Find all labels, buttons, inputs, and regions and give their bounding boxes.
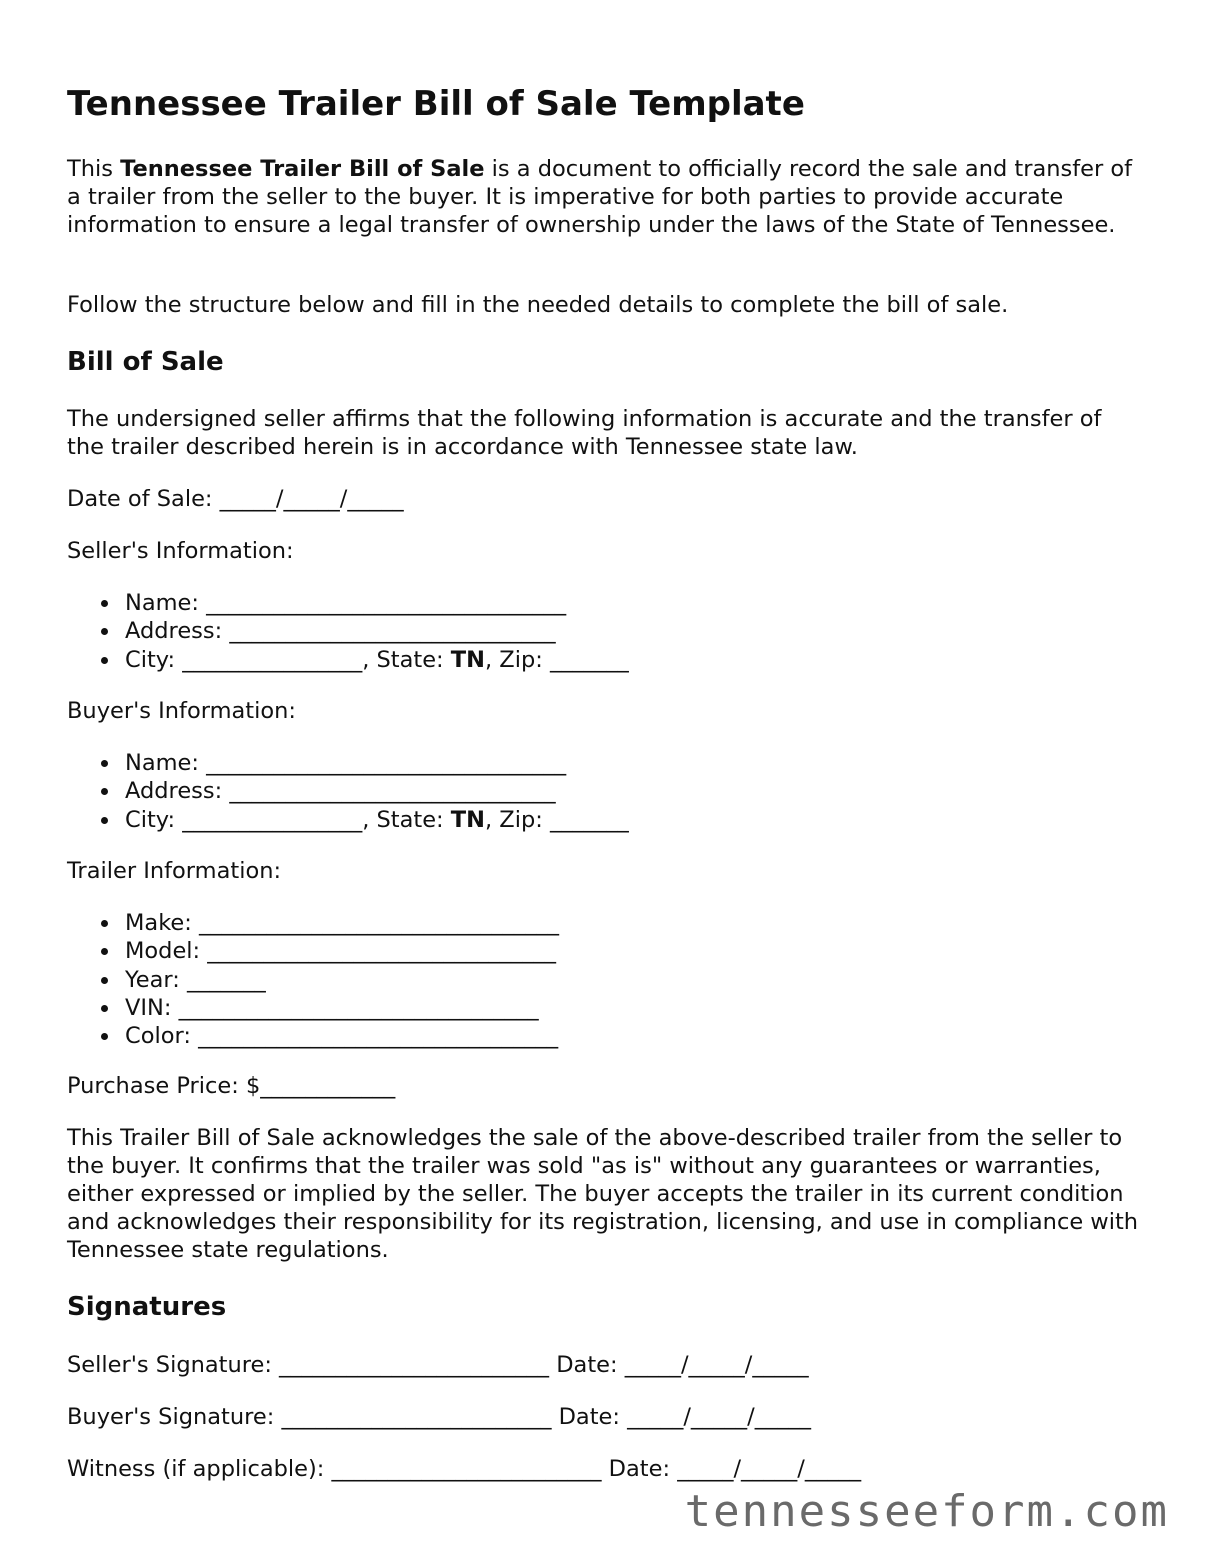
seller-city-state-zip-field[interactable] <box>67 646 629 674</box>
trailer-vin-field[interactable]: VIN: ________________________________ <box>67 994 559 1022</box>
trailer-make-field[interactable]: Make: ________________________________ <box>67 909 559 937</box>
seller-state-value: TN <box>450 646 485 673</box>
site-watermark: tennesseeform.com <box>684 1486 1169 1537</box>
signatures-heading: Signatures <box>67 1292 227 1322</box>
seller-info-list <box>67 589 629 674</box>
intro-suffix: is a document to officially record the sale and transfer of a trailer from the seller to the buyer. It is imperative for both parties to provide accurate information to ensure a legal transfer of ownership under the laws of the State of Tennessee. <box>67 156 1133 238</box>
trailer-info-heading: Trailer Information: <box>67 858 282 884</box>
seller-zip-label: , Zip: _______ <box>484 646 629 673</box>
purchase-price-field[interactable]: Purchase Price: $____________ <box>67 1073 396 1099</box>
trailer-color-field[interactable]: Color: ________________________________ <box>67 1022 559 1050</box>
buyer-state-value: TN <box>450 806 485 833</box>
acknowledgement-paragraph: This Trailer Bill of Sale acknowledges the sale of the above-described trailer from the seller to the buyer. It confirms that the trailer was sold "as is" without any guarantees or warranties, either expressed or implied by the seller. The buyer accepts the trailer in its current condition and acknowledges their responsibility for its registration, licensing, and use in compliance with Tennessee state regulations. <box>67 1125 1139 1263</box>
trailer-info-list <box>67 909 559 1050</box>
buyer-name-field[interactable]: Name: ________________________________ <box>67 749 629 777</box>
date-of-sale-field[interactable]: Date of Sale: _____/_____/_____ <box>67 486 404 512</box>
buyer-info-heading: Buyer's Information: <box>67 698 296 724</box>
seller-name-field[interactable]: Name: ________________________________ <box>67 589 629 617</box>
buyer-zip-label: , Zip: _______ <box>484 806 629 833</box>
witness-signature-field[interactable]: Witness (if applicable): ________________________ Date: _____/_____/_____ <box>67 1456 862 1482</box>
intro-bold: Tennessee Trailer Bill of Sale <box>120 156 485 182</box>
document-title: Tennessee Trailer Bill of Sale Template <box>67 84 805 124</box>
instruction-paragraph: Follow the structure below and fill in the needed details to complete the bill of sale. <box>67 292 1009 318</box>
buyer-info-list <box>67 749 629 834</box>
buyer-address-field[interactable]: Address: _____________________________ <box>67 777 629 805</box>
seller-city-label: City: ________________, State: <box>125 646 451 673</box>
intro-prefix: This <box>67 156 121 182</box>
trailer-year-field[interactable]: Year: _______ <box>67 966 559 994</box>
seller-signature-field[interactable]: Seller's Signature: ________________________ Date: _____/_____/_____ <box>67 1352 809 1378</box>
intro-paragraph <box>67 155 1142 239</box>
buyer-city-label: City: ________________, State: <box>125 806 451 833</box>
buyer-city-state-zip-field[interactable] <box>67 806 629 834</box>
affirmation-paragraph: The undersigned seller affirms that the following information is accurate and the transfer of the trailer described herein is in accordance with Tennessee state law. <box>67 406 1102 460</box>
trailer-model-field[interactable]: Model: _______________________________ <box>67 937 559 965</box>
buyer-signature-field[interactable]: Buyer's Signature: ________________________ Date: _____/_____/_____ <box>67 1404 812 1430</box>
seller-info-heading: Seller's Information: <box>67 538 294 564</box>
bill-of-sale-heading: Bill of Sale <box>67 347 224 377</box>
seller-address-field[interactable]: Address: _____________________________ <box>67 617 629 645</box>
